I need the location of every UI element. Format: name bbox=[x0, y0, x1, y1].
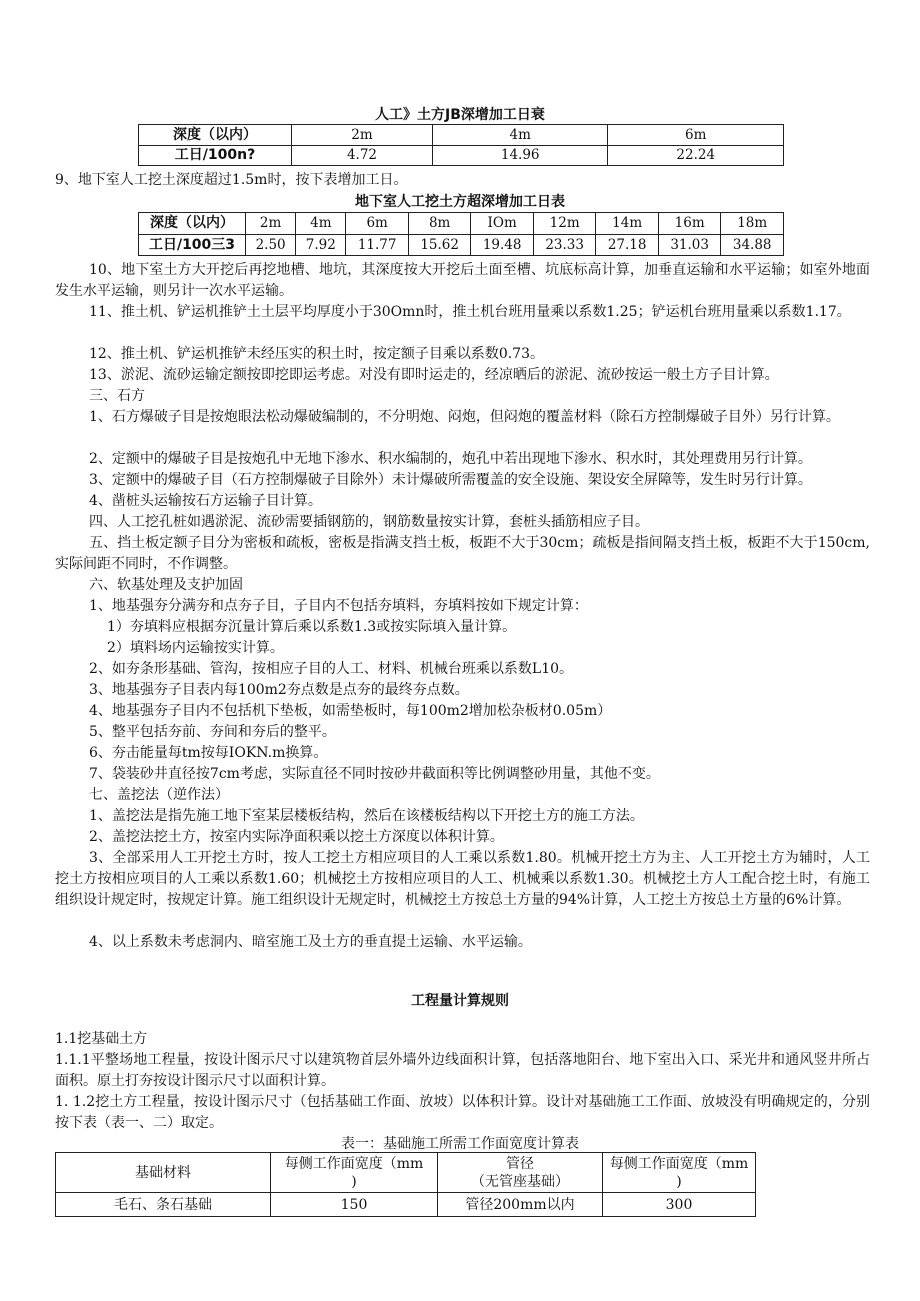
table3-header-width-b bbox=[603, 1153, 756, 1193]
table3-header-width-a-line2: ) bbox=[351, 1173, 357, 1190]
table2-value: 27.18 bbox=[596, 235, 659, 256]
table2-caption: 地下室人工挖土方超深增加工日表 bbox=[355, 194, 565, 210]
para-12: 12、推土机、铲运机推铲未经压实的积土时，按定额子目乘以系数0.73。 bbox=[89, 346, 544, 362]
section-3-item-1: 1、石方爆破子目是按炮眼法松动爆破编制的，不分明炮、闷炮，但闷炮的覆盖材料（除石方控制爆破子目外）另行计算。 bbox=[89, 409, 840, 425]
table1-depth: 2m bbox=[292, 125, 433, 146]
section-4: 四、人工挖孔桩如遇淤泥、流砂需要插钢筋的，钢筋数量按实计算，套桩头插筋相应子目。 bbox=[89, 514, 649, 530]
table1-caption: 人工》土方JB深增加工日衰 bbox=[375, 107, 545, 123]
table2-depth: 8m bbox=[408, 213, 471, 235]
section-6-item-5: 5、整平包括夯前、夯间和夯后的整平。 bbox=[89, 724, 336, 740]
table2-depth: 2m bbox=[246, 213, 296, 235]
section-3-heading: 三、石方 bbox=[89, 388, 145, 404]
table2 bbox=[138, 212, 784, 256]
table1-row-label: 工日/100n? bbox=[139, 146, 292, 166]
table3-header-width-a bbox=[271, 1153, 438, 1193]
section-3-item-2: 2、定额中的爆破子目是按炮孔中无地下渗水、积水编制的，炮孔中若出现地下渗水、积水时，其处理费用另行计算。 bbox=[89, 451, 812, 467]
table2-depth: 18m bbox=[721, 213, 784, 235]
table3 bbox=[55, 1152, 756, 1217]
table2-depth: 4m bbox=[296, 213, 346, 235]
section-7-item-1: 1、盖挖法是指先施工地下室某层楼板结构，然后在该楼板结构以下开挖土方的施工方法。 bbox=[89, 808, 644, 824]
table3-header-width-a-line1: 每侧工作面宽度（mm bbox=[284, 1155, 424, 1172]
table1 bbox=[138, 124, 784, 166]
table1-depth: 6m bbox=[608, 125, 784, 146]
table2-value: 7.92 bbox=[296, 235, 346, 256]
table2-value: 31.03 bbox=[658, 235, 721, 256]
para-13: 13、淤泥、流砂运输定额按即挖即运考虑。对没有即时运走的，经凉晒后的淤泥、流砂按运一般土方子目计算。 bbox=[89, 367, 779, 383]
table2-value: 34.88 bbox=[721, 235, 784, 256]
table2-depth: IOm bbox=[471, 213, 534, 235]
table1-header-label: 深度（以内） bbox=[139, 125, 292, 146]
section-6-item-1b: 2）填料场内运输按实计算。 bbox=[107, 640, 284, 656]
rules-title: 工程量计算规则 bbox=[411, 993, 509, 1009]
section-6-item-1: 1、地基强夯分满夯和点夯子目，子目内不包括夯填料，夯填料按如下规定计算： bbox=[89, 598, 588, 614]
table1-value: 14.96 bbox=[432, 146, 608, 166]
table3-header-material: 基础材料 bbox=[56, 1153, 271, 1193]
section-6-item-2: 2、如夯条形基础、管沟，按相应子目的人工、材料、机械台班乘以系数L10。 bbox=[89, 661, 574, 677]
table2-depth: 12m bbox=[533, 213, 596, 235]
rule-1-1: 1.1挖基础土方 bbox=[55, 1031, 148, 1047]
section-6-heading: 六、软基处理及支护加固 bbox=[89, 577, 243, 593]
table2-value: 15.62 bbox=[408, 235, 471, 256]
section-6-item-7: 7、袋装砂井直径按7cm考虑，实际直径不同时按砂井截面积等比例调整砂用量，其他不变。 bbox=[89, 766, 660, 782]
table3-header-pipe-line1: 管径 bbox=[506, 1155, 534, 1172]
table1-value: 22.24 bbox=[608, 146, 784, 166]
rule-1-1-1: 1.1.1平整场地工程量，按设计图示尺寸以建筑物首层外墙外边线面积计算，包括落地阳台、地下室出入口、采光井和通风竖井所占面积。原土打夯按设计图示尺寸以面积计算。 bbox=[55, 1052, 870, 1089]
table3-cell: 150 bbox=[271, 1193, 438, 1217]
table2-depth: 6m bbox=[346, 213, 409, 235]
section-6-item-4: 4、地基强夯子目内不包括机下垫板，如需垫板时，每100m2增加松杂板材0.05m） bbox=[89, 703, 612, 719]
table2-value: 11.77 bbox=[346, 235, 409, 256]
table3-cell: 300 bbox=[603, 1193, 756, 1217]
table2-value: 23.33 bbox=[533, 235, 596, 256]
section-6-item-6: 6、夯击能量每tm按每IOKN.m换算。 bbox=[89, 745, 328, 761]
table2-value: 19.48 bbox=[471, 235, 534, 256]
table3-header-pipe bbox=[438, 1153, 603, 1193]
rule-1-1-2: 1. 1.2挖土方工程量，按设计图示尺寸（包括基础工作面、放坡）以体积计算。设计对基础施工工作面、放坡没有明确规定的，分别按下表（表一、二）取定。 bbox=[55, 1094, 870, 1131]
section-7-item-4: 4、以上系数未考虑洞内、暗室施工及土方的垂直提土运输、水平运输。 bbox=[89, 934, 532, 950]
section-6-item-3: 3、地基强夯子目表内每100m2夯点数是点夯的最终夯点数。 bbox=[89, 682, 469, 698]
table3-header-width-b-line2: ) bbox=[676, 1173, 682, 1190]
para-11: 11、推土机、铲运机推铲土土层平均厚度小于30Omn时，推土机台班用量乘以系数1.25；铲运机台班用量乘以系数1.17。 bbox=[89, 304, 851, 320]
section-5: 五、挡土板定额子目分为密板和疏板，密板是指满支挡土板，板距不大于30cm；疏板是指间隔支挡土板，板距不大于150cm,实际间距不同时，不作调整。 bbox=[55, 535, 870, 572]
table2-row-label: 工日/100三3 bbox=[139, 235, 246, 256]
section-7-heading: 七、盖挖法（逆作法） bbox=[89, 787, 229, 803]
table3-cell: 管径200mm以内 bbox=[438, 1193, 603, 1217]
table1-depth: 4m bbox=[432, 125, 608, 146]
table3-header-pipe-line2: （无管座基础） bbox=[471, 1173, 569, 1190]
table3-caption: 表一：基础施工所需工作面宽度计算表 bbox=[341, 1136, 579, 1152]
section-7-item-2: 2、盖挖法挖土方，按室内实际净面积乘以挖土方深度以体积计算。 bbox=[89, 829, 504, 845]
table2-header-label: 深度（以内） bbox=[139, 213, 246, 235]
table2-depth: 16m bbox=[658, 213, 721, 235]
table3-header-width-b-line1: 每侧工作面宽度（mm bbox=[609, 1155, 749, 1172]
section-6-item-1a: 1）夯填料应根据夯沉量计算后乘以系数1.3或按实际填入量计算。 bbox=[107, 619, 517, 635]
table1-value: 4.72 bbox=[292, 146, 433, 166]
section-7-item-3: 3、全部采用人工开挖土方时，按人工挖土方相应项目的人工乘以系数1.80。机械开挖土方为主、人工开挖土方为辅时，人工挖土方按相应项目的人工乘以系数1.60；机械挖土方按相应项目的人工、机械乘以系数1.30。机械挖土方人工配合挖土时，有施工组织设计规定时，按规定计算。施工组织设计无规定时，机械挖土方按总土方量的94%计算，人工挖土方按总土方量的6%计算。 bbox=[55, 850, 870, 908]
item-9: 9、地下室人工挖土深度超过1.5m时，按下表增加工日。 bbox=[55, 172, 408, 188]
para-10: 10、地下室土方大开挖后再挖地槽、地坑，其深度按大开挖后土面至槽、坑底标高计算，加垂直运输和水平运输；如室外地面发生水平运输，则另计一次水平运输。 bbox=[55, 262, 870, 299]
section-3-item-3: 3、定额中的爆破子目（石方控制爆破子目除外）未计爆破所需覆盖的安全设施、架设安全屏障等，发生时另行计算。 bbox=[89, 472, 812, 488]
section-3-item-4: 4、凿桩头运输按石方运输子目计算。 bbox=[89, 493, 322, 509]
table3-cell: 毛石、条石基础 bbox=[56, 1193, 271, 1217]
table2-value: 2.50 bbox=[246, 235, 296, 256]
table2-depth: 14m bbox=[596, 213, 659, 235]
